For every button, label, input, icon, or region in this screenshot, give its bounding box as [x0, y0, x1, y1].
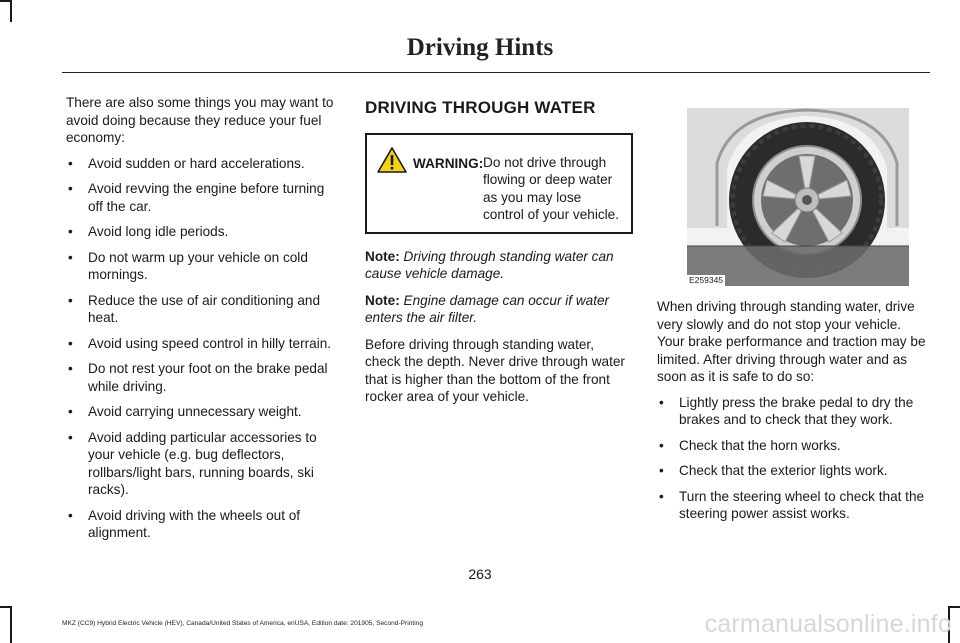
note [365, 292, 633, 327]
note [365, 248, 633, 283]
note-text: Driving through standing water can cause vehicle damage. [365, 248, 614, 281]
note-label: Note: [365, 248, 400, 264]
figure-code: E259345 [689, 275, 724, 285]
water-depth-paragraph: Before driving through standing water, check the depth. Never drive through water that is higher than the bottom of the front rocker area of your vehicle. [365, 336, 625, 404]
crop-mark [0, 0, 10, 2]
wheel-illustration [687, 108, 909, 286]
list-item: • Avoid revving the engine before turning off the car. [66, 180, 338, 215]
list-item: • Do not warm up your vehicle on cold mornings. [66, 249, 338, 284]
after-water-paragraph: When driving through standing water, drive very slowly and do not stop your vehicle. Your brake performance and traction may be limited. After driving through water and as soon as it is safe to do so: [657, 299, 926, 384]
list-item: • Avoid sudden or hard accelerations. [66, 155, 338, 173]
middle-column [365, 94, 633, 414]
note-text: Engine damage can occur if water enters the air filter. [365, 292, 610, 325]
list-item: • Lightly press the brake pedal to dry the brakes and to check that they work. [657, 394, 929, 429]
fuel-economy-list [66, 155, 338, 542]
warning-triangle-icon [377, 147, 407, 173]
crop-mark [10, 0, 12, 22]
list-item: • Avoid driving with the wheels out of alignment. [66, 507, 338, 542]
warning-box [365, 133, 633, 234]
title-rule [62, 72, 930, 73]
list-item: • Avoid using speed control in hilly terrain. [66, 335, 338, 353]
list-item: • Check that the exterior lights work. [657, 462, 929, 480]
left-column [66, 94, 338, 550]
warning-label: WARNING: [413, 156, 484, 171]
watermark: carmanualsonline.info [704, 610, 952, 638]
note-label: Note: [365, 292, 400, 308]
warning-text: Do not drive through flowing or deep water as you may lose control of your vehicle. [483, 154, 620, 222]
list-item: • Avoid carrying unnecessary weight. [66, 403, 338, 421]
after-water-checklist [657, 394, 929, 523]
list-item: • Check that the horn works. [657, 437, 929, 455]
page-title: Driving Hints [406, 34, 554, 61]
page-number: 263 [468, 566, 492, 582]
list-item: • Do not rest your foot on the brake pedal while driving. [66, 360, 338, 395]
footer-edition-info: MKZ (CC9) Hybrid Electric Vehicle (HEV), Canada/United States of America, enUSA, Edition date: 201905, Second-Printing [62, 620, 423, 627]
section-heading: DRIVING THROUGH WATER [365, 98, 596, 117]
list-item: • Turn the steering wheel to check that the steering power assist works. [657, 488, 929, 523]
wheel-in-water-image [687, 108, 909, 286]
list-item: • Reduce the use of air conditioning and heat. [66, 292, 338, 327]
right-column [657, 94, 929, 531]
crop-mark [10, 606, 12, 643]
list-item: • Avoid adding particular accessories to your vehicle (e.g. bug deflectors, rollbars/light bars, running boards, ski racks). [66, 429, 338, 499]
list-item: • Avoid long idle periods. [66, 223, 338, 241]
intro-paragraph: There are also some things you may want to avoid doing because they reduce your fuel economy: [66, 95, 334, 145]
